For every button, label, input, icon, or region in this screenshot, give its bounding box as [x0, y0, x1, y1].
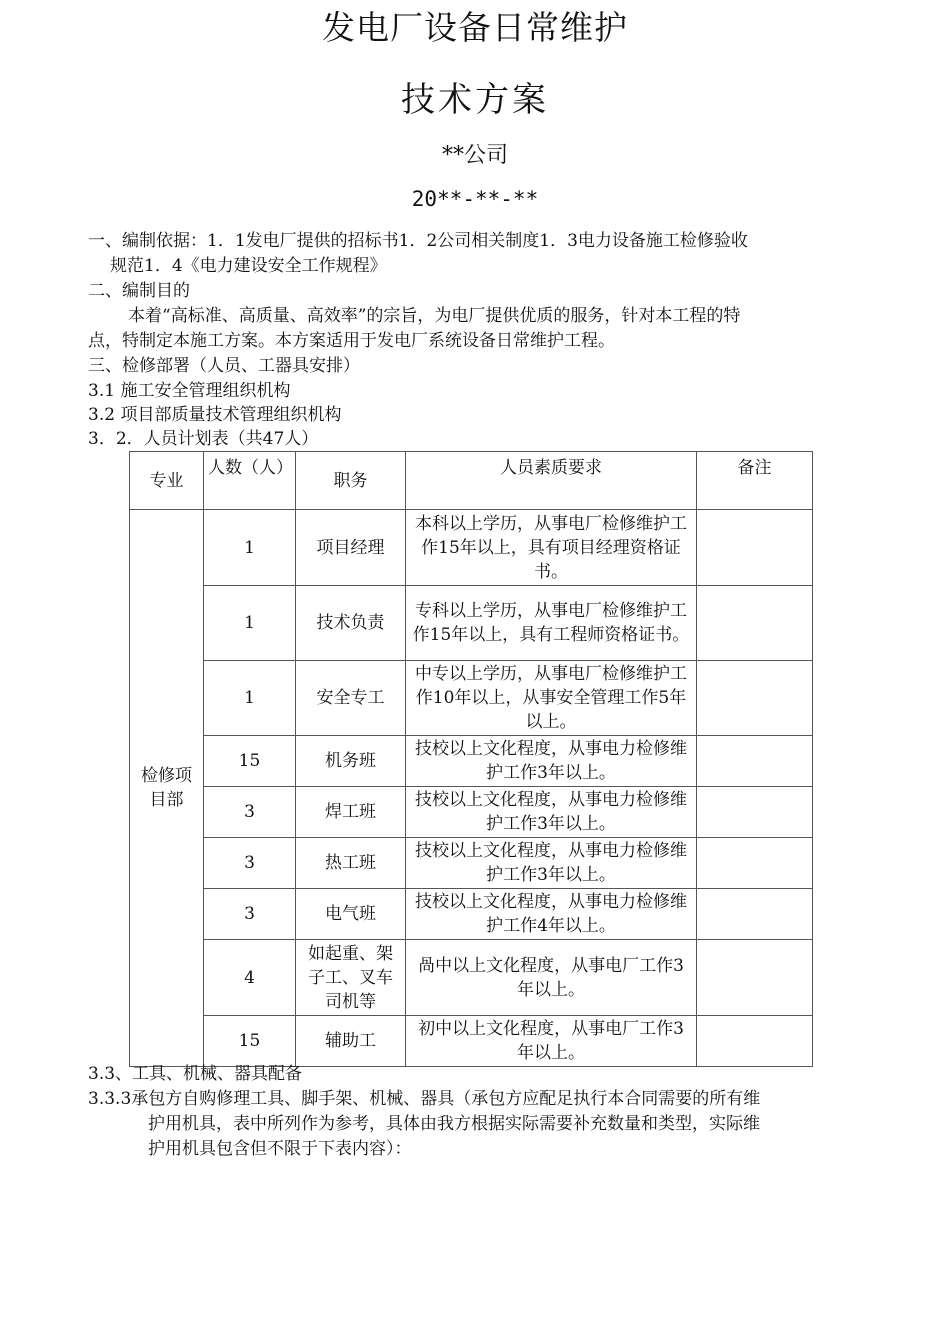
section-3-3: 3.3、工具、机械、器具配备 [88, 1064, 303, 1084]
row-position: 如起重、架子工、叉车司机等 [296, 940, 406, 1016]
table-row [130, 940, 813, 1016]
row-requirement: 本科以上学历，从事电厂检修维护工作15年以上，具有项目经理资格证书。 [406, 510, 697, 586]
header-remarks: 备注 [697, 452, 813, 510]
header-position: 职务 [296, 452, 406, 510]
company-name: **公司 [441, 143, 508, 168]
row-requirement: 技校以上文化程度，从事电力检修维护工作3年以上。 [406, 838, 697, 889]
section-3-2: 3.2 项目部质量技术管理组织机构 [88, 405, 342, 425]
row-remarks [697, 787, 813, 838]
table-header-row [130, 452, 813, 510]
row-count: 3 [204, 889, 296, 940]
purpose-line-2: 点，特制定本施工方案。本方案适用于发电厂系统设备日常维护工程。 [88, 331, 615, 351]
section-3-1: 3.1 施工安全管理组织机构 [88, 381, 291, 401]
table-row [130, 661, 813, 736]
table-row [130, 787, 813, 838]
section-3-3-3-line-1: 3.3.3承包方自购修理工具、脚手架、机械、器具（承包方应配足执行本合同需要的所有维 [88, 1089, 761, 1109]
row-position: 焊工班 [296, 787, 406, 838]
purpose-line-1: 本着“高标准、高质量、高效率”的宗旨，为电厂提供优质的服务，针对本工程的特 [128, 306, 741, 326]
header-requirement: 人员素质要求 [406, 452, 697, 510]
deploy-heading: 三、检修部署（人员、工器具安排） [88, 356, 360, 376]
row-remarks [697, 838, 813, 889]
row-count: 1 [204, 661, 296, 736]
row-requirement: 专科以上学历，从事电厂检修维护工作15年以上，具有工程师资格证书。 [406, 586, 697, 661]
row-count: 15 [204, 1016, 296, 1067]
document-date: 20**-**-** [411, 187, 539, 211]
row-remarks [697, 586, 813, 661]
row-requirement: 技校以上文化程度，从事电力检修维护工作3年以上。 [406, 736, 697, 787]
row-count: 15 [204, 736, 296, 787]
row-remarks [697, 661, 813, 736]
row-remarks [697, 889, 813, 940]
row-position: 项目经理 [296, 510, 406, 586]
row-remarks [697, 736, 813, 787]
row-position: 电气班 [296, 889, 406, 940]
row-requirement: 初中以上文化程度，从事电厂工作3年以上。 [406, 1016, 697, 1067]
row-position: 机务班 [296, 736, 406, 787]
basis-line-2: 规范1．4《电力建设安全工作规程》 [110, 256, 387, 276]
row-requirement: 技校以上文化程度，从事电力检修维护工作4年以上。 [406, 889, 697, 940]
row-count: 1 [204, 510, 296, 586]
row-remarks [697, 940, 813, 1016]
dept-cell: 检修项目部 [130, 510, 204, 1067]
table-row [130, 510, 813, 586]
table-row [130, 736, 813, 787]
row-requirement: 咼中以上文化程度，从事电厂工作3年以上。 [406, 940, 697, 1016]
row-position: 辅助工 [296, 1016, 406, 1067]
table-row [130, 838, 813, 889]
staff-plan-table [129, 451, 813, 1067]
row-remarks [697, 510, 813, 586]
row-position: 安全专工 [296, 661, 406, 736]
row-position: 技术负责 [296, 586, 406, 661]
row-requirement: 技校以上文化程度，从事电力检修维护工作3年以上。 [406, 787, 697, 838]
table-row [130, 889, 813, 940]
section-3-3-3-line-2: 护用机具，表中所列作为参考，具体由我方根据实际需要补充数量和类型，实际维 [148, 1114, 760, 1134]
row-count: 1 [204, 586, 296, 661]
header-specialty: 专业 [130, 452, 204, 510]
row-remarks [697, 1016, 813, 1067]
document-subtitle: 技术方案 [401, 80, 549, 120]
document-title: 发电厂设备日常维护 [322, 8, 628, 47]
header-count: 人数（人） [204, 452, 296, 510]
section-3-3-3-line-3: 护用机具包含但不限于下表内容）： [148, 1139, 412, 1159]
purpose-heading: 二、编制目的 [88, 281, 190, 301]
row-count: 3 [204, 787, 296, 838]
row-requirement: 中专以上学历，从事电厂检修维护工作10年以上，从事安全管理工作5年以上。 [406, 661, 697, 736]
table-row [130, 1016, 813, 1067]
row-count: 3 [204, 838, 296, 889]
staff-table-caption: 3．2．人员计划表（共47人） [88, 429, 319, 449]
row-position: 热工班 [296, 838, 406, 889]
row-count: 4 [204, 940, 296, 1016]
basis-line-1: 一、编制依据：1．1发电厂提供的招标书1．2公司相关制度1．3电力设备施工检修验收 [88, 231, 748, 251]
table-row [130, 586, 813, 661]
